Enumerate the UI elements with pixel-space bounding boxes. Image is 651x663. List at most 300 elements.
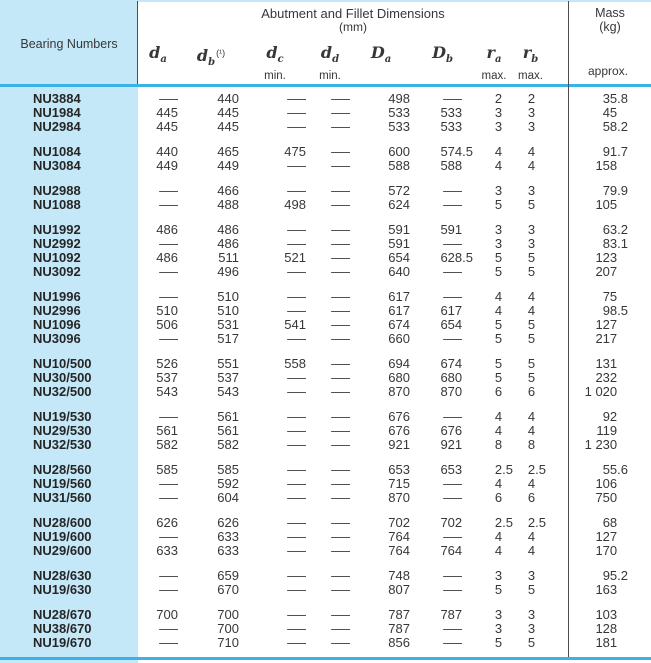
cell-d_c: —: [287, 370, 306, 385]
cell-d_d: —: [331, 105, 350, 120]
cell-d_d: —: [331, 119, 350, 134]
cell-d_b: 700: [217, 607, 239, 622]
cell-d_c: —: [287, 158, 306, 173]
cell-d_c: 498: [284, 197, 306, 212]
col-header-Db: $D_b$: [432, 43, 453, 66]
bearing-number: NU1984: [33, 105, 81, 120]
cell-d_c: —: [287, 621, 306, 636]
cell-d_a: —: [159, 236, 178, 251]
cell-r_b: 5: [527, 370, 536, 385]
bearing-number: NU3084: [33, 158, 81, 173]
cell-d_c: —: [287, 91, 306, 106]
cell-d_c: 558: [284, 356, 306, 371]
cell-d_a: 486: [156, 222, 178, 237]
cell-d_d: —: [331, 303, 350, 318]
bearing-number: NU19/600: [33, 529, 92, 544]
cell-r_a: 4: [494, 158, 503, 173]
cell-mass: 170: [595, 543, 618, 558]
bearing-number: NU3884: [33, 91, 81, 106]
cell-D_a: 856: [388, 635, 410, 650]
cell-r_b: 4: [527, 409, 536, 424]
cell-D_b: 654: [440, 317, 463, 332]
cell-d_b: 626: [217, 515, 239, 530]
cell-d_d: —: [331, 197, 350, 212]
cell-d_d: —: [331, 543, 350, 558]
cell-mass: 83.1: [602, 236, 628, 251]
cell-d_b: 517: [217, 331, 239, 346]
cell-mass: 232: [595, 370, 618, 385]
cell-d_c: —: [287, 183, 306, 198]
cell-D_b: —: [443, 197, 463, 212]
cell-D_b: 870: [440, 384, 463, 399]
bearing-number: NU28/630: [33, 568, 92, 583]
cell-D_b: —: [443, 621, 463, 636]
col-header-Da: $D_a$: [370, 43, 392, 66]
cell-r_a: 4: [494, 303, 503, 318]
header-rule: [0, 84, 651, 87]
cell-r_a: 6: [494, 490, 503, 505]
table-row: [0, 371, 651, 385]
cell-D_b: 921: [440, 437, 463, 452]
data-table: [0, 88, 651, 650]
cell-d_b: 486: [217, 236, 239, 251]
cell-r_b: 5: [527, 582, 536, 597]
cell-d_c: —: [287, 568, 306, 583]
cell-d_b: 561: [217, 423, 239, 438]
cell-d_c: 521: [284, 250, 306, 265]
cell-r_a: 4: [494, 543, 503, 558]
cell-r_a: 6: [494, 384, 503, 399]
cell-d_a: —: [159, 331, 178, 346]
bearing-number: NU28/670: [33, 607, 92, 622]
cell-d_b: 592: [217, 476, 239, 491]
cell-d_c: —: [287, 222, 306, 237]
cell-D_a: 764: [388, 543, 410, 558]
cell-D_b: 676: [440, 423, 463, 438]
cell-D_a: 654: [388, 250, 410, 265]
cell-mass: 123: [595, 250, 618, 265]
bearing-number: NU1084: [33, 144, 81, 159]
cell-mass: 1 020: [584, 384, 618, 399]
cell-mass: 79.9: [602, 183, 628, 198]
cell-r_a: 3: [494, 183, 503, 198]
cell-mass: 128: [595, 621, 618, 636]
cell-d_d: —: [331, 264, 350, 279]
cell-d_b: 659: [217, 568, 239, 583]
cell-d_d: —: [331, 476, 350, 491]
cell-r_a: 5: [494, 635, 503, 650]
cell-d_d: —: [331, 317, 350, 332]
table-row: [0, 279, 651, 304]
dims-title: Abutment and Fillet Dimensions: [261, 6, 445, 21]
bearing-number: NU1092: [33, 250, 81, 265]
table-row: [0, 173, 651, 198]
cell-D_b: 617: [440, 303, 463, 318]
bearing-number: NU19/670: [33, 635, 92, 650]
cell-r_b: 4: [527, 543, 536, 558]
table-row: [0, 622, 651, 636]
bearing-number: NU19/530: [33, 409, 92, 424]
col-header-ra: $r_a$ max.: [481, 43, 507, 83]
cell-D_b: 591: [440, 222, 463, 237]
table-row: [0, 636, 651, 650]
cell-r_a: 5: [494, 331, 503, 346]
cell-r_a: 4: [494, 529, 503, 544]
cell-D_a: 640: [388, 264, 410, 279]
cell-d_b: 445: [217, 119, 239, 134]
cell-D_b: —: [443, 236, 463, 251]
bearing-numbers-header: Bearing Numbers: [20, 37, 118, 51]
bearing-number: NU3096: [33, 331, 81, 346]
cell-mass: 75: [602, 289, 618, 304]
cell-D_a: 921: [388, 437, 410, 452]
table-row: [0, 452, 651, 477]
cell-d_b: 510: [217, 303, 239, 318]
bearing-number: NU29/530: [33, 423, 92, 438]
bearing-number: NU31/560: [33, 490, 92, 505]
cell-d_c: —: [287, 119, 306, 134]
cell-mass: 45: [602, 105, 618, 120]
cell-d_b: 465: [217, 144, 239, 159]
cell-mass: 63.2: [602, 222, 628, 237]
cell-d_d: —: [331, 515, 350, 530]
cell-mass: 91.7: [602, 144, 628, 159]
cell-d_c: —: [287, 529, 306, 544]
table-row: [0, 385, 651, 399]
cell-r_b: 3: [527, 568, 536, 583]
cell-d_a: 561: [156, 423, 178, 438]
cell-D_a: 617: [388, 289, 410, 304]
cell-D_a: 676: [388, 423, 410, 438]
cell-d_a: 526: [156, 356, 178, 371]
cell-r_a: 4: [494, 409, 503, 424]
table-row: [0, 491, 651, 505]
bearing-number: NU32/530: [33, 437, 92, 452]
cell-r_a: 3: [494, 621, 503, 636]
cell-d_d: —: [331, 222, 350, 237]
cell-mass: 68: [602, 515, 618, 530]
cell-mass: 55.6: [602, 462, 628, 477]
cell-d_c: —: [287, 409, 306, 424]
mass-unit: (kg): [599, 20, 621, 34]
cell-d_d: —: [331, 635, 350, 650]
table-row: [0, 505, 651, 530]
cell-mass: 750: [595, 490, 618, 505]
cell-D_b: —: [443, 635, 463, 650]
cell-d_a: —: [159, 582, 178, 597]
bearing-number: NU10/500: [33, 356, 92, 371]
col-header-rb: $r_b$ max.: [518, 43, 543, 83]
col-header-dc: $d_c$ min.: [264, 43, 286, 83]
cell-d_c: —: [287, 105, 306, 120]
cell-d_a: —: [159, 635, 178, 650]
mass-header: [569, 6, 651, 34]
cell-r_a: 4: [494, 476, 503, 491]
table-row: [0, 198, 651, 212]
cell-d_d: —: [331, 183, 350, 198]
cell-r_a: 3: [494, 568, 503, 583]
cell-d_b: 488: [217, 197, 239, 212]
cell-r_b: 4: [527, 529, 536, 544]
cell-r_b: 4: [527, 423, 536, 438]
table-row: [0, 558, 651, 583]
cell-D_a: 600: [388, 144, 410, 159]
cell-r_b: 5: [527, 264, 536, 279]
table-row: [0, 159, 651, 173]
cell-d_c: —: [287, 236, 306, 251]
cell-r_b: 3: [527, 222, 536, 237]
col-header-db: $d_b^{(^1)}$: [196, 46, 226, 69]
cell-D_b: —: [443, 331, 463, 346]
cell-d_b: 486: [217, 222, 239, 237]
cell-D_a: 870: [388, 384, 410, 399]
cell-d_d: —: [331, 568, 350, 583]
cell-r_b: 3: [527, 607, 536, 622]
cell-r_b: 3: [527, 119, 536, 134]
cell-d_a: 582: [156, 437, 178, 452]
table-row: [0, 120, 651, 134]
cell-d_b: 445: [217, 105, 239, 120]
cell-d_c: —: [287, 635, 306, 650]
cell-r_a: 5: [494, 197, 503, 212]
cell-D_a: 807: [388, 582, 410, 597]
cell-d_a: 543: [156, 384, 178, 399]
cell-D_b: —: [443, 264, 463, 279]
cell-r_b: 4: [527, 303, 536, 318]
bearing-number: NU2996: [33, 303, 81, 318]
cell-d_a: 626: [156, 515, 178, 530]
bearing-number: NU1992: [33, 222, 81, 237]
cell-r_b: 2.5: [527, 462, 546, 477]
cell-D_a: 617: [388, 303, 410, 318]
cell-d_d: —: [331, 582, 350, 597]
cell-d_b: 543: [217, 384, 239, 399]
cell-d_b: 537: [217, 370, 239, 385]
cell-D_a: 764: [388, 529, 410, 544]
cell-r_a: 4: [494, 423, 503, 438]
cell-mass: 127: [595, 529, 618, 544]
cell-r_a: 2.5: [494, 462, 513, 477]
cell-d_b: 633: [217, 529, 239, 544]
cell-d_a: 486: [156, 250, 178, 265]
cell-r_b: 5: [527, 317, 536, 332]
cell-d_a: —: [159, 197, 178, 212]
cell-D_a: 660: [388, 331, 410, 346]
cell-d_b: 700: [217, 621, 239, 636]
cell-D_b: 674: [440, 356, 463, 371]
cell-d_a: 445: [156, 105, 178, 120]
cell-mass: 217: [595, 331, 618, 346]
table-row: [0, 88, 651, 106]
cell-d_a: 445: [156, 119, 178, 134]
cell-d_d: —: [331, 490, 350, 505]
bearing-number: NU19/630: [33, 582, 92, 597]
cell-d_a: —: [159, 568, 178, 583]
cell-D_b: 628.5: [440, 250, 473, 265]
cell-D_a: 533: [388, 105, 410, 120]
cell-d_d: —: [331, 621, 350, 636]
cell-d_d: —: [331, 158, 350, 173]
cell-d_c: —: [287, 462, 306, 477]
bearing-number: NU30/500: [33, 370, 92, 385]
cell-r_b: 2: [527, 91, 536, 106]
cell-D_a: 870: [388, 490, 410, 505]
cell-r_a: 2.5: [494, 515, 513, 530]
cell-d_b: 604: [217, 490, 239, 505]
cell-mass: 119: [596, 423, 618, 438]
cell-d_a: 700: [156, 607, 178, 622]
cell-D_a: 572: [388, 183, 410, 198]
cell-mass: 58.2: [602, 119, 628, 134]
bearing-number: NU38/670: [33, 621, 92, 636]
cell-D_b: 588: [440, 158, 463, 173]
cell-d_d: —: [331, 437, 350, 452]
cell-d_b: 531: [217, 317, 239, 332]
cell-d_a: —: [159, 621, 178, 636]
cell-D_a: 624: [388, 197, 410, 212]
cell-D_a: 591: [388, 236, 410, 251]
dims-unit: (mm): [339, 20, 367, 34]
cell-r_b: 5: [527, 250, 536, 265]
bearing-number: NU1096: [33, 317, 81, 332]
cell-mass: 163: [595, 582, 618, 597]
cell-r_a: 8: [494, 437, 503, 452]
table-row: [0, 477, 651, 491]
cell-r_a: 3: [494, 236, 503, 251]
table-row: [0, 304, 651, 318]
table-row: [0, 237, 651, 251]
bearing-number: NU32/500: [33, 384, 92, 399]
bearing-number: NU2984: [33, 119, 81, 134]
cell-r_a: 2: [494, 91, 503, 106]
cell-d_d: —: [331, 91, 350, 106]
cell-D_a: 653: [388, 462, 410, 477]
cell-mass: 106: [595, 476, 618, 491]
cell-d_b: 585: [217, 462, 239, 477]
cell-d_b: 561: [217, 409, 239, 424]
cell-D_b: —: [443, 568, 463, 583]
cell-d_c: —: [287, 476, 306, 491]
cell-d_d: —: [331, 236, 350, 251]
cell-d_d: —: [331, 462, 350, 477]
cell-mass: 1 230: [584, 437, 618, 452]
cell-D_a: 533: [388, 119, 410, 134]
cell-d_a: —: [159, 183, 178, 198]
cell-r_b: 3: [527, 105, 536, 120]
cell-d_b: 633: [217, 543, 239, 558]
cell-r_b: 3: [527, 236, 536, 251]
cell-r_a: 5: [494, 356, 503, 371]
cell-d_c: 475: [284, 144, 306, 159]
cell-d_c: —: [287, 543, 306, 558]
cell-d_c: —: [287, 582, 306, 597]
cell-d_b: 496: [217, 264, 239, 279]
cell-d_a: —: [159, 264, 178, 279]
cell-d_d: —: [331, 423, 350, 438]
cell-d_a: 510: [156, 303, 178, 318]
table-row: [0, 265, 651, 279]
cell-mass: 92: [602, 409, 618, 424]
cell-D_b: 533: [440, 119, 463, 134]
cell-d_d: —: [331, 250, 350, 265]
cell-r_a: 4: [494, 289, 503, 304]
cell-D_b: 533: [440, 105, 463, 120]
cell-r_b: 6: [527, 384, 536, 399]
cell-d_a: 585: [156, 462, 178, 477]
cell-D_b: —: [443, 409, 463, 424]
cell-r_a: 3: [494, 222, 503, 237]
cell-D_b: —: [443, 490, 463, 505]
cell-d_a: —: [159, 289, 178, 304]
bearing-number: NU2988: [33, 183, 81, 198]
cell-d_d: —: [331, 331, 350, 346]
cell-D_a: 787: [388, 607, 410, 622]
cell-d_d: —: [331, 529, 350, 544]
cell-d_b: 670: [217, 582, 239, 597]
cell-d_d: —: [331, 409, 350, 424]
cell-mass: 35.8: [602, 91, 628, 106]
cell-D_b: —: [443, 91, 463, 106]
cell-mass: 207: [595, 264, 618, 279]
cell-D_b: —: [443, 289, 463, 304]
cell-mass: 95.2: [602, 568, 628, 583]
cell-d_d: —: [331, 144, 350, 159]
cell-r_a: 3: [494, 607, 503, 622]
cell-d_c: —: [287, 331, 306, 346]
mass-approx-label: approx.: [587, 64, 628, 78]
cell-r_a: 5: [494, 370, 503, 385]
cell-D_b: —: [443, 582, 463, 597]
col-header-da: $d_a$: [149, 43, 167, 66]
cell-d_b: 511: [218, 250, 239, 265]
cell-r_b: 5: [527, 197, 536, 212]
cell-d_a: —: [159, 476, 178, 491]
cell-r_a: 5: [494, 264, 503, 279]
cell-d_c: —: [287, 423, 306, 438]
cell-mass: 105: [595, 197, 618, 212]
cell-d_c: —: [287, 384, 306, 399]
cell-d_b: 449: [217, 158, 239, 173]
cell-d_c: —: [287, 289, 306, 304]
mass-title: Mass: [595, 6, 625, 20]
cell-d_a: 506: [156, 317, 178, 332]
bottom-rule: [0, 657, 651, 660]
bearing-number: NU29/600: [33, 543, 92, 558]
cell-r_b: 6: [527, 490, 536, 505]
cell-d_a: —: [159, 91, 178, 106]
table-row: [0, 251, 651, 265]
cell-D_a: 588: [388, 158, 410, 173]
cell-D_b: 787: [440, 607, 463, 622]
cell-D_a: 715: [388, 476, 410, 491]
cell-r_b: 3: [527, 183, 536, 198]
cell-d_a: 633: [156, 543, 178, 558]
bearing-number: NU1996: [33, 289, 81, 304]
cell-mass: 98.5: [602, 303, 628, 318]
cell-D_a: 498: [388, 91, 410, 106]
table-row: [0, 212, 651, 237]
cell-D_b: 574.5: [440, 144, 473, 159]
cell-d_a: —: [159, 409, 178, 424]
cell-r_b: 5: [527, 331, 536, 346]
cell-d_b: 440: [217, 91, 239, 106]
cell-D_a: 676: [388, 409, 410, 424]
cell-d_a: —: [159, 529, 178, 544]
cell-D_b: —: [443, 529, 463, 544]
cell-mass: 103: [595, 607, 618, 622]
cell-d_d: —: [331, 370, 350, 385]
cell-r_a: 5: [494, 582, 503, 597]
